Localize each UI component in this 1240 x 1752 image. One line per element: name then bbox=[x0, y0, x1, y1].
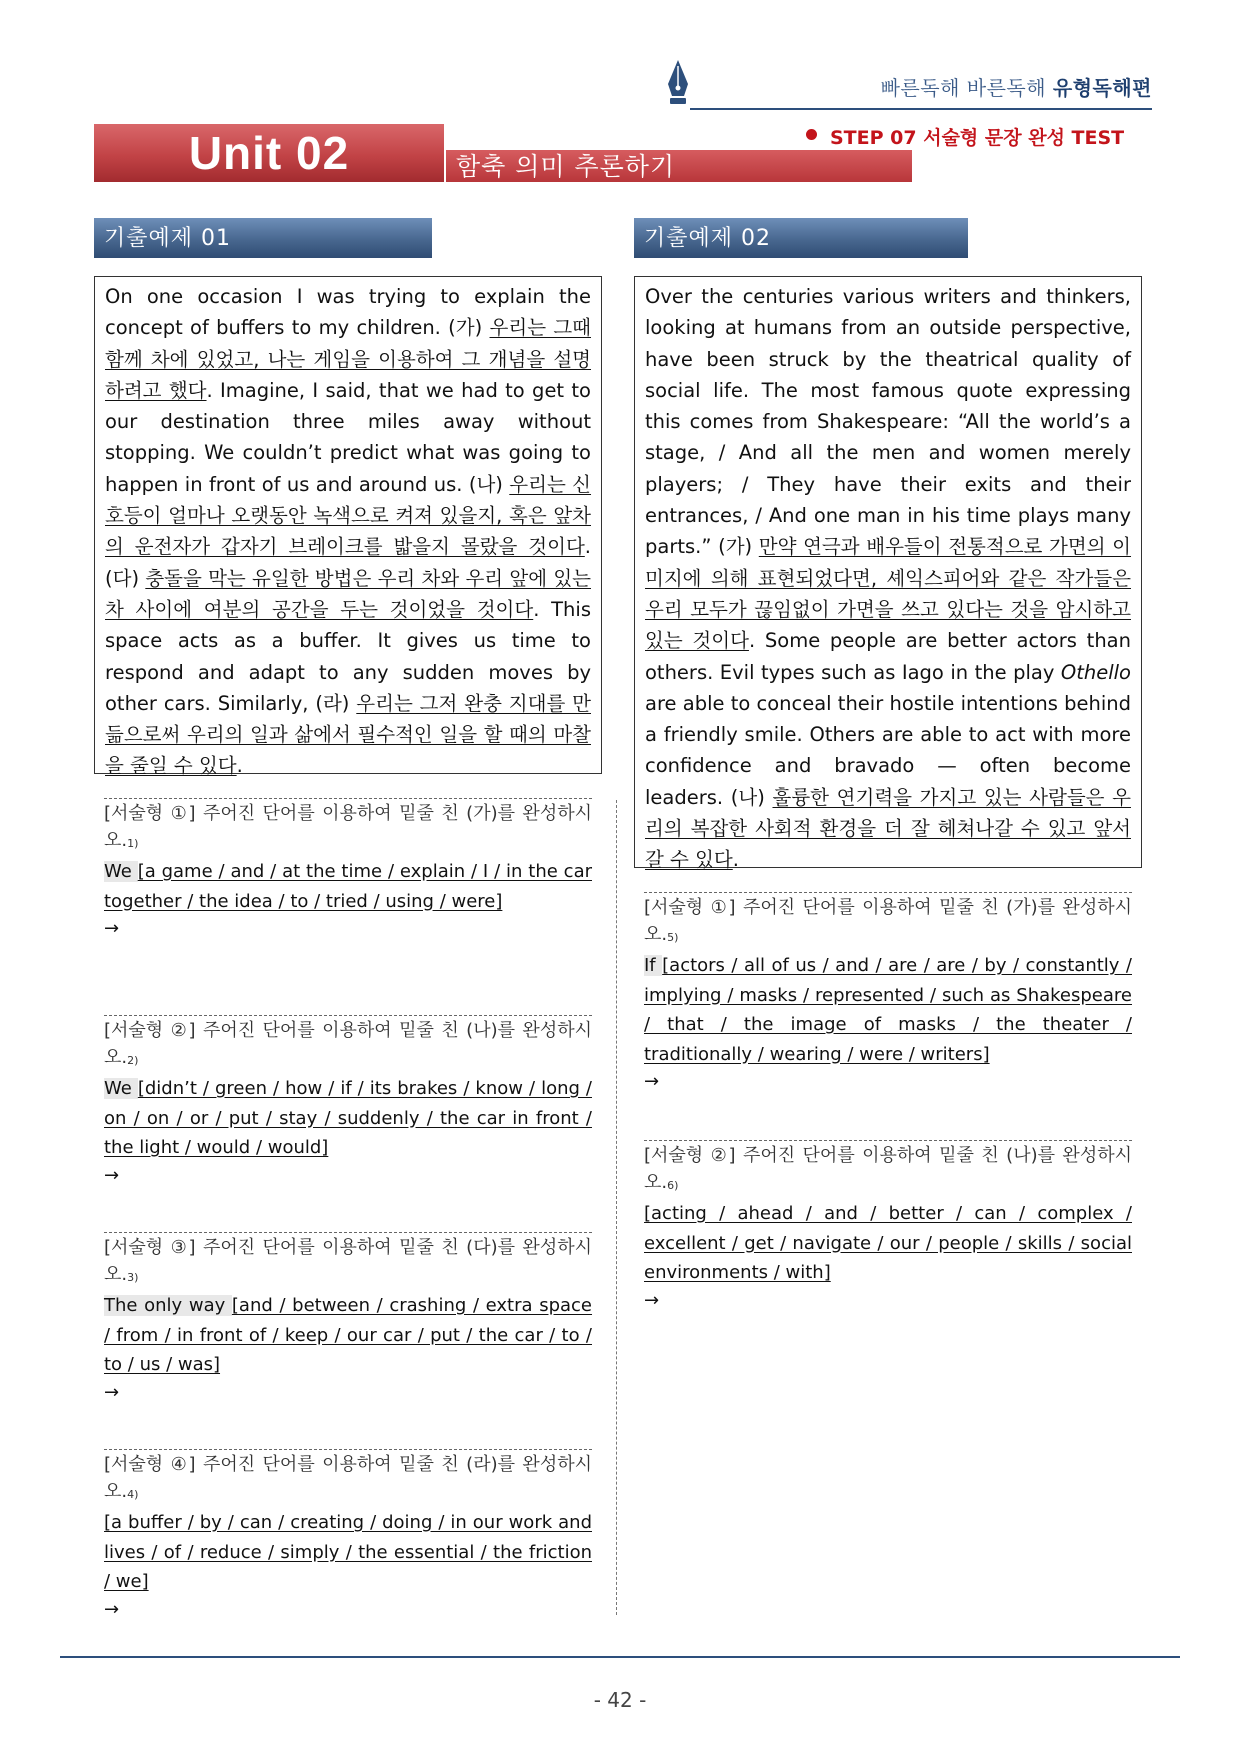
question-item bbox=[104, 798, 592, 942]
word-bank: The only way [and / between / crashing / extra space / from / in front of / keep / our car / put / the car / to / to / us / was] bbox=[104, 1295, 593, 1375]
bullet-dot-icon bbox=[806, 129, 817, 140]
step-label: STEP 07 서술형 문장 완성 TEST bbox=[830, 127, 1125, 149]
answer-arrow: → bbox=[644, 1289, 660, 1311]
question-prompt: [서술형 ①] 주어진 단어를 이용하여 밑줄 친 (가)를 완성하시오$._{1)}$ bbox=[104, 803, 592, 851]
subject-title: 함축 의미 추론하기 bbox=[456, 152, 676, 181]
question-prompt: [서술형 ②] 주어진 단어를 이용하여 밑줄 친 (나)를 완성하시오$._{2)}$ bbox=[104, 1020, 592, 1068]
play-title: Othello bbox=[1060, 660, 1131, 684]
question-item bbox=[644, 892, 1132, 1095]
column-divider bbox=[616, 800, 617, 1615]
answer-arrow: → bbox=[104, 1164, 120, 1186]
question-prompt: [서술형 ③] 주어진 단어를 이용하여 밑줄 친 (다)를 완성하시오$._{3)}$ bbox=[104, 1237, 592, 1285]
underlined-part-na: 우리는 신호등이 얼마나 오랫동안 녹색으로 켜져 있을지, 혹은 앞차의 운전자가 갑자기 브레이크를 밟을지 몰랐을 것이다 bbox=[105, 472, 592, 559]
underlined-part-ra: 우리는 그저 완충 지대를 만듦으로써 우리의 일과 삶에서 필수적인 일을 할 때의 마찰을 줄일 수 있다 bbox=[105, 691, 591, 778]
word-bank: [a buffer / by / can / creating / doing / in our work and lives / of / reduce / simply / the essential / the friction / we] bbox=[104, 1512, 592, 1592]
word-bank: If [actors / all of us / and / are / are / by / constantly / implying / masks / represented / such as Shakespeare / that / the image of masks / the theater / traditionally / wearing / were / writers] bbox=[644, 955, 1132, 1065]
answer-arrow: → bbox=[104, 918, 120, 939]
page-number: - 42 - bbox=[593, 1688, 647, 1712]
underlined-part-da: 충돌을 막는 유일한 방법은 우리 차와 우리 앞에 있는 차 사이에 여분의 공간을 두는 것이었을 것이다 bbox=[105, 566, 591, 621]
answer-arrow: → bbox=[644, 1071, 660, 1092]
word-bank: We [a game / and / at the time / explain / I / in the car together / the idea / to / tried / using / were] bbox=[104, 861, 592, 912]
section-title-example-2: 기출예제 02 bbox=[644, 226, 771, 251]
book-edition: 유형독해편 bbox=[1052, 76, 1152, 100]
book-series: 빠른독해 바른독해 bbox=[880, 76, 1047, 100]
word-bank: We [didn’t / green / how / if / its brakes / know / long / on / on / or / put / stay / suddenly / the car in front / the light / would / would] bbox=[104, 1078, 592, 1158]
answer-arrow: → bbox=[104, 1381, 120, 1403]
fountain-pen-nib-icon bbox=[664, 58, 692, 108]
unit-title: Unit 02 bbox=[188, 127, 350, 179]
question-prompt: [서술형 ②] 주어진 단어를 이용하여 밑줄 친 (나)를 완성하시오$._{6)}$ bbox=[644, 1145, 1132, 1193]
book-title bbox=[700, 72, 1152, 101]
passage-example-1: On one occasion I was trying to explain the concept of buffers to my children. (가) 우리는 그때 함께 차에 있었고, 나는 게임을 이용하여 그 개념을 설명하려고 했다. Imagine, I said, that we had to get to our destination three miles away without stopping. We couldn’t predict what was going to happen in front of us and around us. (나) 우리는 신호등이 얼마나 오랫동안 녹색으로 켜져 있을지, 혹은 앞차의 운전자가 갑자기 브레이크를 밟을지 몰랐을 것이다. (다) 충돌을 막는 유일한 방법은 우리 차와 우리 앞에 있는 차 사이에 여분의 공간을 두는 것이었을 것이다. This space acts as a buffer. It gives us time to respond and adapt to any sudden moves by other cars. Similarly, (라) 우리는 그저 완충 지대를 만듦으로써 우리의 일과 삶에서 필수적인 일을 할 때의 마찰을 줄일 수 있다. bbox=[94, 276, 602, 774]
answer-arrow: → bbox=[104, 1598, 120, 1620]
question-item bbox=[104, 1015, 592, 1189]
footer-rule bbox=[60, 1656, 1180, 1658]
underlined-part-ga: 우리는 그때 함께 차에 있었고, 나는 게임을 이용하여 그 개념을 설명하려고 했다 bbox=[105, 316, 591, 402]
header-rule bbox=[690, 108, 1152, 110]
question-item bbox=[104, 1232, 592, 1406]
question-item bbox=[644, 1140, 1132, 1314]
question-prompt: [서술형 ④] 주어진 단어를 이용하여 밑줄 친 (라)를 완성하시오$._{4)}$ bbox=[104, 1454, 592, 1502]
section-title-example-1: 기출예제 01 bbox=[104, 226, 231, 251]
question-prompt: [서술형 ①] 주어진 단어를 이용하여 밑줄 친 (가)를 완성하시오$._{5)}$ bbox=[644, 897, 1132, 945]
question-item bbox=[104, 1449, 592, 1623]
underlined-part-ga: 만약 연극과 배우들이 전통적으로 가면의 이미지에 의해 표현되었다면, 셰익스피어와 같은 작가들은 우리 모두가 끊임없이 가면을 쓰고 있다는 것을 암시하고 있는 것이다 bbox=[645, 535, 1132, 653]
underlined-part-na: 훌륭한 연기력을 가지고 있는 사람들은 우리의 복잡한 사회적 환경을 더 잘 헤쳐나갈 수 있고 앞서갈 수 있다 bbox=[645, 785, 1131, 872]
passage-example-2: Over the centuries various writers and thinkers, looking at humans from an outside perspective, have been struck by the theatrical quality of social life. The most famous quote expressing this comes from Shakespeare: “All the world’s a stage, / And all the men and women merely players; / They have their exits and their entrances, / And one man in his time plays many parts.” (가) 만약 연극과 배우들이 전통적으로 가면의 이미지에 의해 표현되었다면, 셰익스피어와 같은 작가들은 우리 모두가 끊임없이 가면을 쓰고 있다는 것을 암시하고 있는 것이다. Some people are better actors than others. Evil types such as Iago in the play Othello are able to conceal their hostile intentions behind a friendly smile. Others are able to act with more confidence and bravado — often become leaders. (나) 훌륭한 연기력을 가지고 있는 사람들은 우리의 복잡한 사회적 환경을 더 잘 헤쳐나갈 수 있고 앞서갈 수 있다. bbox=[634, 276, 1142, 868]
word-bank: [acting / ahead / and / better / can / complex / excellent / get / navigate / our / people / skills / social environments / with] bbox=[644, 1203, 1132, 1283]
